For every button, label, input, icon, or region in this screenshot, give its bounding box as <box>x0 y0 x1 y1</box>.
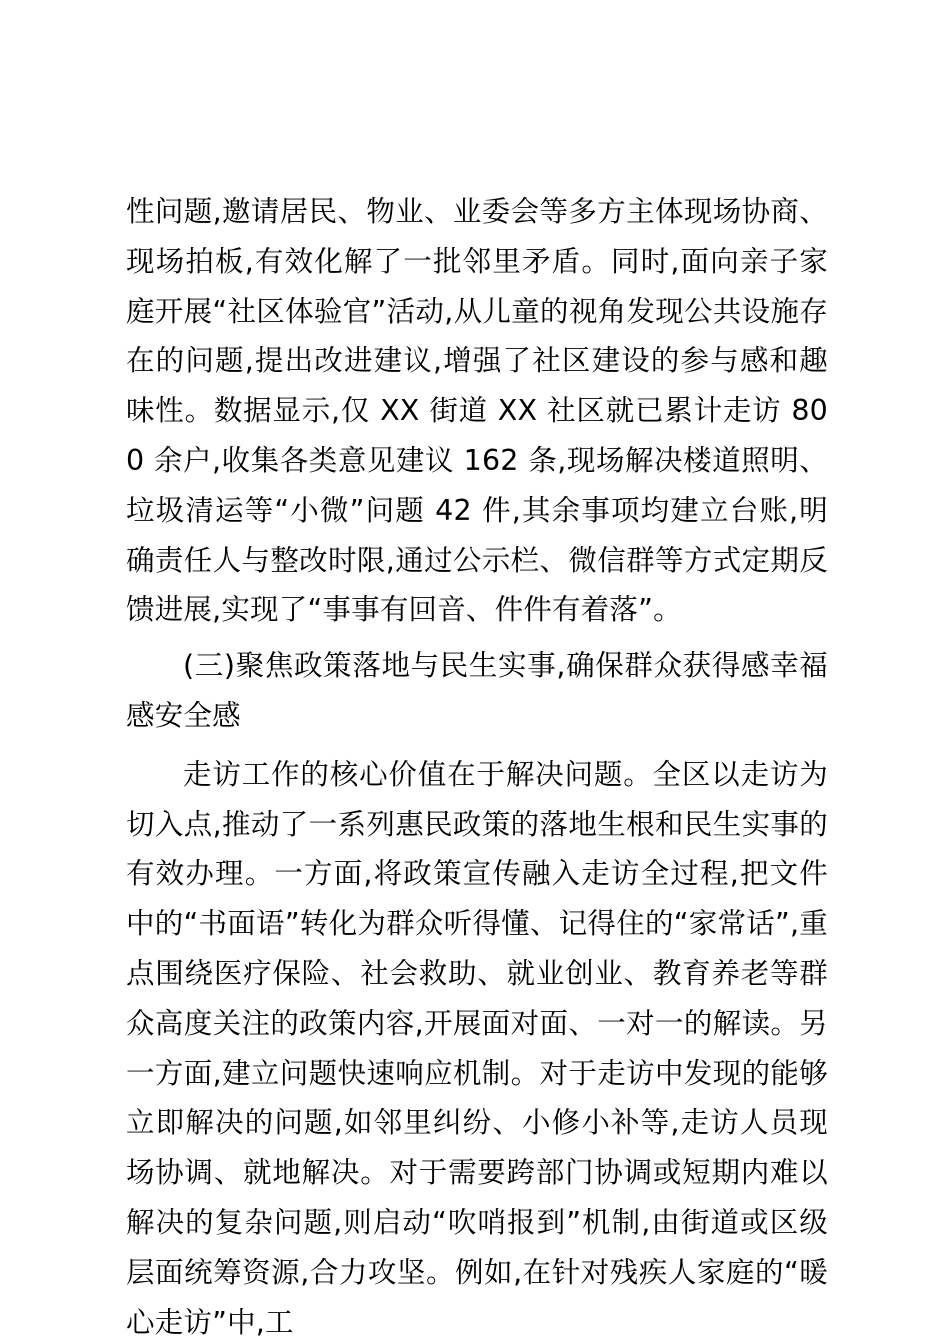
section-heading: (三)聚焦政策落地与民生实事,确保群众获得感幸福感安全感 <box>126 649 828 732</box>
paragraph-body: 走访工作的核心价值在于解决问题。全区以走访为切入点,推动了一系列惠民政策的落地生根和民生实事的有效办理。一方面,将政策宣传融入走访全过程,把文件中的“书面语”转化为群众听得懂、记得住的“家常话”,重点围绕医疗保险、社会救助、就业创业、教育养老等群众高度关注的政策内容,开展面对面、一对一的解读。另一方面,建立问题快速响应机制。对于走访中发现的能够立即解决的问题,如邻里纠纷、小修小补等,走访人员现场协调、就地解决。对于需要跨部门协调或短期内难以解决的复杂问题,则启动“吹哨报到”机制,由街道或区级层面统筹资源,合力攻坚。例如,在针对残疾人家庭的“暖心走访”中,工 <box>126 757 828 1339</box>
paragraph-continuation: 性问题,邀请居民、物业、业委会等多方主体现场协商、现场拍板,有效化解了一批邻里矛盾。同时,面向亲子家庭开展“社区体验官”活动,从儿童的视角发现公共设施存在的问题,提出改进建议,增强了社区建设的参与感和趣味性。数据显示,仅 XX 街道 XX 社区就已累计走访 800 余户,收集各类意见建议 162 条,现场解决楼道照明、垃圾清运等“小微”问题 42 件,其余事项均建立台账,明确责任人与整改时限,通过公示栏、微信群等方式定期反馈进展,实现了“事事有回音、件件有着落”。 <box>126 195 828 627</box>
